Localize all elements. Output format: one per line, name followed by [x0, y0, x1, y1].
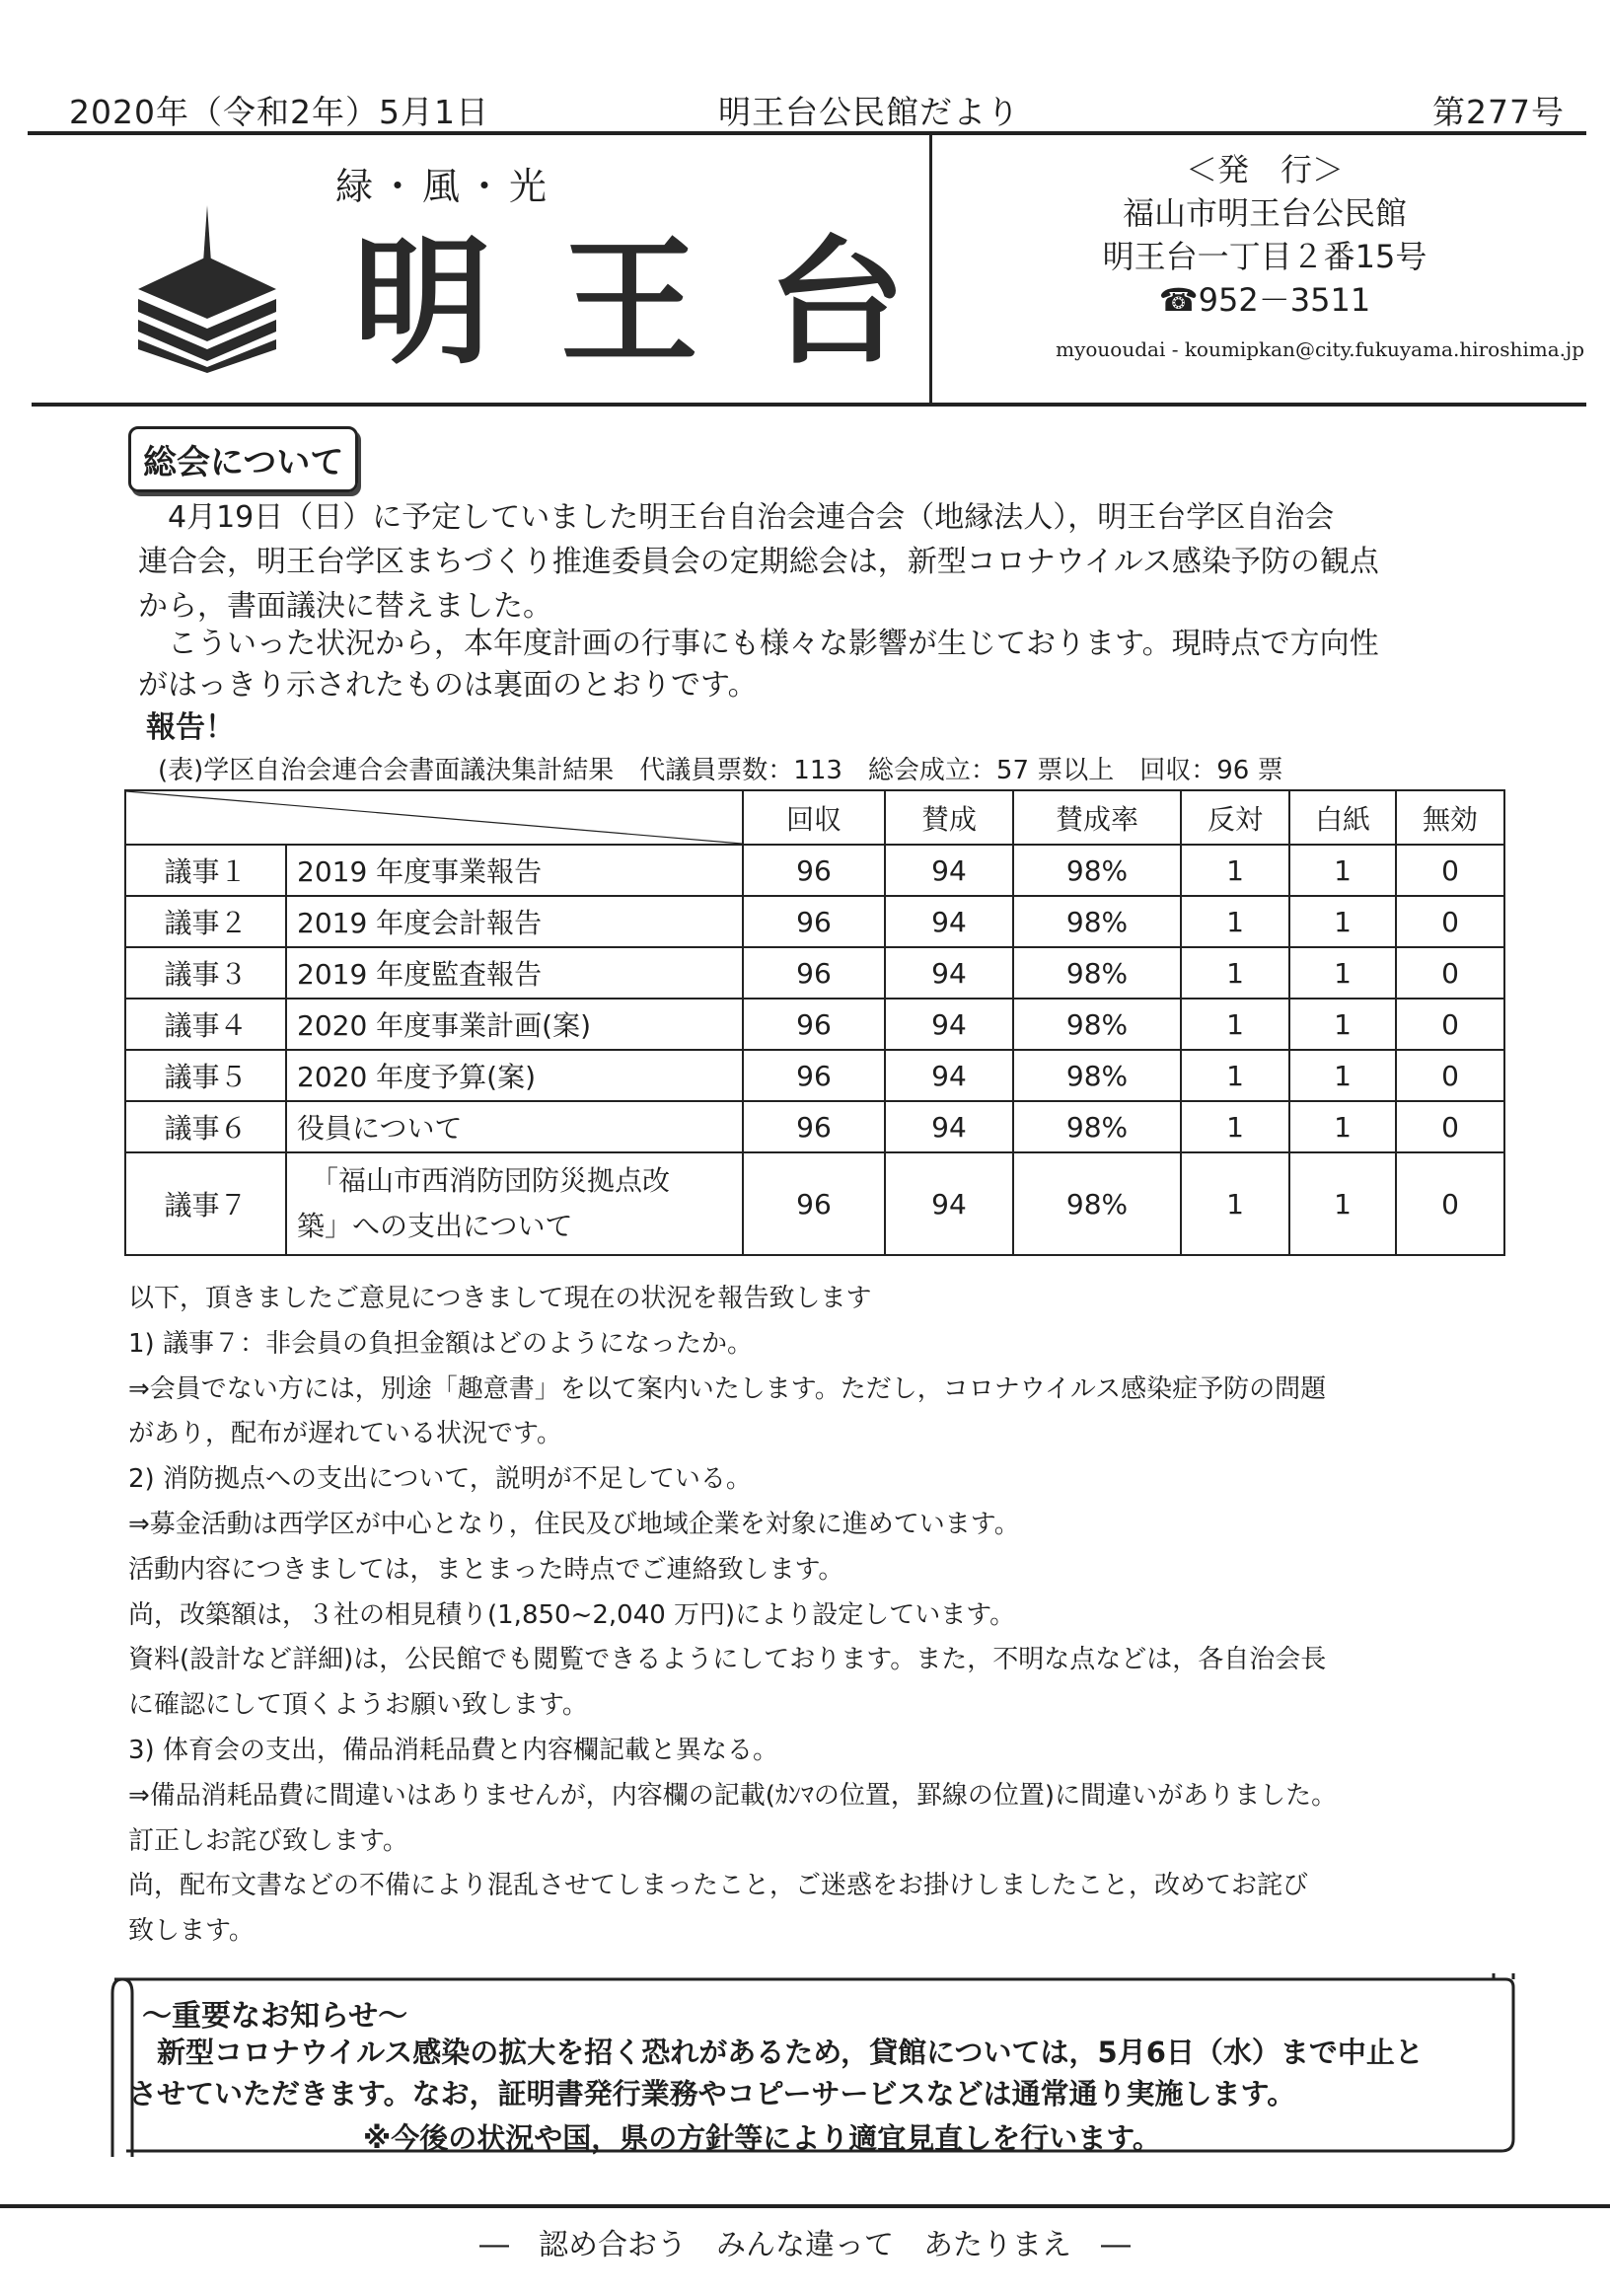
col-header-oppose: 反対	[1181, 790, 1289, 845]
rate-cell: 98%	[1013, 999, 1181, 1050]
rate-cell: 98%	[1013, 947, 1181, 999]
rate-cell: 98%	[1013, 896, 1181, 947]
agenda-name: 2019 年度監査報告	[286, 947, 743, 999]
opinion-line: ⇒会員でない方には，別途「趣意書」を以て案内いたします。ただし，コロナウイルス感染症予防の問題	[128, 1373, 1327, 1404]
collected-cell: 96	[743, 845, 885, 896]
agenda-name: 2019 年度会計報告	[286, 896, 743, 947]
footer-motto: ― 認め合おう みんな違って あたりまえ ―	[479, 2228, 1131, 2262]
agenda-item: 議事４	[125, 999, 286, 1050]
col-header-rate: 賛成率	[1013, 790, 1181, 845]
issue-number: 第277号	[1432, 93, 1565, 131]
approve-cell: 94	[885, 999, 1013, 1050]
approve-cell: 94	[885, 1050, 1013, 1101]
collected-cell: 96	[743, 999, 885, 1050]
masthead-tagline: 緑・風・光	[335, 165, 553, 208]
opinion-line: に確認にして頂くようお願い致します。	[128, 1690, 588, 1721]
approve-cell: 94	[885, 1101, 1013, 1152]
blank-cell: 1	[1289, 947, 1396, 999]
agenda-name: 役員について	[286, 1101, 743, 1152]
opinion-line: 致します。	[128, 1916, 255, 1947]
section-heading: 総会について	[128, 426, 358, 492]
vote-results-table	[124, 789, 1505, 1256]
masthead-bottom-divider	[32, 403, 1586, 407]
collected-cell: 96	[743, 1152, 885, 1255]
footer-divider	[0, 2204, 1610, 2208]
opinion-line: があり，配布が遅れている状況です。	[128, 1419, 562, 1449]
opinion-line: 資料(設計など詳細)は，公民館でも閲覧できるようにしております。また，不明な点などは，各自治会長	[128, 1645, 1327, 1675]
blank-cell: 1	[1289, 1152, 1396, 1255]
invalid-cell: 0	[1396, 1152, 1504, 1255]
invalid-cell: 0	[1396, 845, 1504, 896]
oppose-cell: 1	[1181, 1101, 1289, 1152]
opinion-line: 以下，頂きましたご意見につきまして現在の状況を報告致します	[128, 1284, 872, 1313]
intro-paragraph-line: こういった状況から，本年度計画の行事にも様々な影響が生じております。現時点で方向性	[138, 627, 1379, 661]
invalid-cell: 0	[1396, 999, 1504, 1050]
blank-cell: 1	[1289, 1101, 1396, 1152]
issue-date: 2020年（令和2年）5月1日	[69, 93, 489, 131]
oppose-cell: 1	[1181, 999, 1289, 1050]
table-caption: (表)学区自治会連合会書面議決集計結果 代議員票数：113 総会成立：57 票以上 回収：96 票	[158, 756, 1283, 785]
table-row	[125, 1050, 1504, 1101]
notice-note: ※今後の状況や国，県の方針等により適宜見直しを行います。	[363, 2121, 1161, 2155]
opinion-line: 尚，配布文書などの不備により混乱させてしまったこと，ご迷惑をお掛けしましたこと，改めてお詫び	[128, 1871, 1309, 1901]
publisher-address: 明王台一丁目２番15号	[1102, 238, 1427, 275]
table-corner-cell	[125, 790, 743, 845]
col-header-collected: 回収	[743, 790, 885, 845]
newsletter-name: 明王台公民館だより	[718, 93, 1020, 131]
approve-cell: 94	[885, 947, 1013, 999]
table-header-row	[125, 790, 1504, 845]
blank-cell: 1	[1289, 896, 1396, 947]
approve-cell: 94	[885, 896, 1013, 947]
oppose-cell: 1	[1181, 947, 1289, 999]
issue-header	[28, 87, 1586, 131]
opinion-line: 3) 体育会の支出，備品消耗品費と内容欄記載と異なる。	[128, 1735, 778, 1765]
opinion-line: 1) 議事７：非会員の負担金額はどのようになったか。	[128, 1328, 753, 1359]
invalid-cell: 0	[1396, 896, 1504, 947]
blank-cell: 1	[1289, 845, 1396, 896]
intro-paragraph-line: がはっきり示されたものは裏面のとおりです。	[138, 668, 758, 703]
report-title: 報告！	[146, 710, 235, 745]
agenda-name: 2019 年度事業報告	[286, 845, 743, 896]
table-row	[125, 947, 1504, 999]
notice-title: ～重要なお知らせ～	[142, 1999, 408, 2034]
table-row	[125, 896, 1504, 947]
oppose-cell: 1	[1181, 1050, 1289, 1101]
pagoda-logo-icon	[128, 205, 286, 373]
publisher-email[interactable]: myououdai - koumipkan@city.fukuyama.hiroshima.jp	[1056, 337, 1584, 361]
opinion-line: 2) 消防拠点への支出について，説明が不足している。	[128, 1464, 752, 1495]
header-divider	[28, 131, 1586, 135]
publisher-info	[939, 148, 1590, 371]
agenda-name: 2020 年度予算(案)	[286, 1050, 743, 1101]
oppose-cell: 1	[1181, 896, 1289, 947]
opinion-line: 訂正しお詫び致します。	[128, 1825, 408, 1856]
invalid-cell: 0	[1396, 947, 1504, 999]
publisher-name: 福山市明王台公民館	[1122, 194, 1407, 232]
oppose-cell: 1	[1181, 1152, 1289, 1255]
agenda-item: 議事７	[125, 1152, 286, 1255]
notice-line: 新型コロナウイルス感染の拡大を招く恐れがあるため，貸館については，5月6日（水）まで中止と	[128, 2036, 1424, 2069]
approve-cell: 94	[885, 845, 1013, 896]
invalid-cell: 0	[1396, 1101, 1504, 1152]
intro-paragraph-line: 4月19日（日）に予定していました明王台自治会連合会（地縁法人），明王台学区自治会	[138, 500, 1335, 535]
col-header-approve: 賛成	[885, 790, 1013, 845]
opinions-report	[128, 1277, 1509, 1955]
opinion-line: ⇒備品消耗品費に間違いはありませんが，内容欄の記載(ｶﾝﾏの位置，罫線の位置)に間違いがありました。	[128, 1780, 1338, 1811]
table-row	[125, 1101, 1504, 1152]
agenda-name: 2020 年度事業計画(案)	[286, 999, 743, 1050]
masthead-title: 明王台	[353, 223, 976, 384]
rate-cell: 98%	[1013, 1050, 1181, 1101]
table-row	[125, 1152, 1504, 1255]
agenda-item: 議事５	[125, 1050, 286, 1101]
approve-cell: 94	[885, 1152, 1013, 1255]
rate-cell: 98%	[1013, 845, 1181, 896]
col-header-blank: 白紙	[1289, 790, 1396, 845]
agenda-item: 議事６	[125, 1101, 286, 1152]
col-header-invalid: 無効	[1396, 790, 1504, 845]
collected-cell: 96	[743, 1050, 885, 1101]
agenda-name-line: 築」への支出について	[297, 1210, 573, 1242]
oppose-cell: 1	[1181, 845, 1289, 896]
opinion-line: 活動内容につきましては，まとまった時点でご連絡致します。	[128, 1554, 844, 1585]
blank-cell: 1	[1289, 1050, 1396, 1101]
collected-cell: 96	[743, 947, 885, 999]
agenda-item: 議事１	[125, 845, 286, 896]
publisher-label: ＜発 行＞	[1185, 151, 1344, 188]
opinion-line: ⇒募金活動は西学区が中心となり，住民及び地域企業を対象に進めています。	[128, 1509, 1020, 1539]
invalid-cell: 0	[1396, 1050, 1504, 1101]
agenda-name	[286, 1152, 743, 1255]
agenda-name-line: 「福山市西消防団防災拠点改	[311, 1164, 671, 1197]
blank-cell: 1	[1289, 999, 1396, 1050]
rate-cell: 98%	[1013, 1101, 1181, 1152]
agenda-item: 議事２	[125, 896, 286, 947]
notice-line: させていただきます。なお，証明書発行業務やコピーサービスなどは通常通り実施します。	[128, 2077, 1296, 2111]
opinion-line: 尚，改築額は，３社の相見積り(1,850~2,040 万円)により設定しています。	[128, 1599, 1016, 1630]
rate-cell: 98%	[1013, 1152, 1181, 1255]
collected-cell: 96	[743, 896, 885, 947]
publisher-phone: ☎952－3511	[1158, 281, 1371, 319]
table-row	[125, 845, 1504, 896]
agenda-item: 議事３	[125, 947, 286, 999]
intro-paragraph-line: 連合会，明王台学区まちづくり推進委員会の定期総会は，新型コロナウイルス感染予防の観点	[138, 545, 1379, 579]
collected-cell: 96	[743, 1101, 885, 1152]
table-row	[125, 999, 1504, 1050]
intro-paragraph-line: から，書面議決に替えました。	[138, 589, 552, 624]
